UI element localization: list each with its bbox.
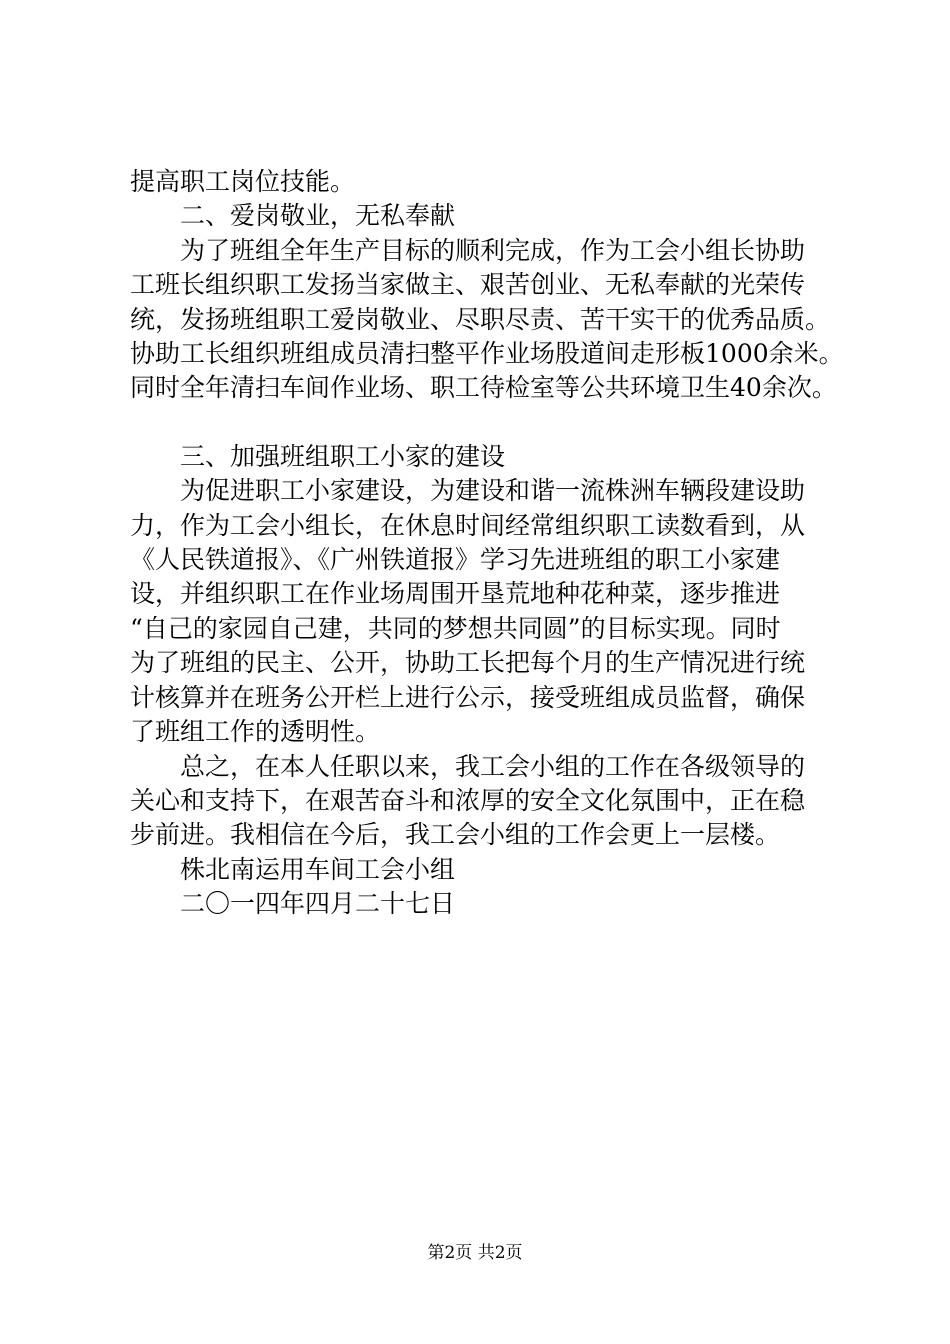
- paragraph-line: 为促进职工小家建设，为建设和谐一流株洲车辆段建设助: [180, 476, 806, 506]
- paragraph-line: 步前进。我相信在今后，我工会小组的工作会更上一层楼。: [130, 820, 781, 850]
- section-heading: 二、爱岗敬业，无私奉献: [180, 201, 456, 231]
- paragraph-line: 力，作为工会小组长，在休息时间经常组织职工读数看到，从: [130, 510, 806, 540]
- paragraph-line: 统，发扬班组职工爱岗敬业、尽职尽责、苦干实干的优秀品质。: [130, 304, 831, 334]
- paragraph-line: 设，并组织职工在作业场周围开垦荒地种花种菜，逐步推进: [130, 579, 781, 609]
- paragraph-line: 关心和支持下，在艰苦奋斗和浓厚的安全文化氛围中，正在稳: [130, 785, 806, 815]
- paragraph-line: 总之，在本人任职以来，我工会小组的工作在各级领导的: [180, 751, 806, 781]
- paragraph-line: 同时全年清扫车间作业场、职工待检室等公共环境卫生40余次。: [130, 373, 837, 403]
- section-heading: 三、加强班组职工小家的建设: [180, 441, 506, 471]
- paragraph-spacer: [130, 406, 850, 440]
- page-number: 第2页 共2页: [427, 1243, 523, 1263]
- paragraph-line: 为了班组全年生产目标的顺利完成，作为工会小组长协助: [180, 235, 806, 265]
- paragraph-line: 《人民铁道报》、《广州铁道报》学习先进班组的职工小家建: [130, 545, 781, 575]
- paragraph-line: 了班组工作的透明性。: [130, 717, 381, 747]
- paragraph-line: “自己的家园自己建，共同的梦想共同圆”的目标实现。同时: [130, 613, 781, 643]
- paragraph-line: 提高职工岗位技能。: [130, 167, 356, 196]
- paragraph-line: 为了班组的民主、公开，协助工长把每个月的生产情况进行统: [130, 648, 806, 678]
- signature-date: 二〇一四年四月二十七日: [180, 889, 456, 919]
- signature-organization: 株北南运用车间工会小组: [180, 854, 456, 884]
- paragraph-line: 计核算并在班务公开栏上进行公示，接受班组成员监督，确保: [130, 682, 806, 712]
- document-body: [130, 165, 850, 922]
- paragraph-line: 工班长组织职工发扬当家做主、艰苦创业、无私奉献的光荣传: [130, 270, 806, 300]
- paragraph-line: 协助工长组织班组成员清扫整平作业场股道间走形板1000余米。: [130, 339, 844, 369]
